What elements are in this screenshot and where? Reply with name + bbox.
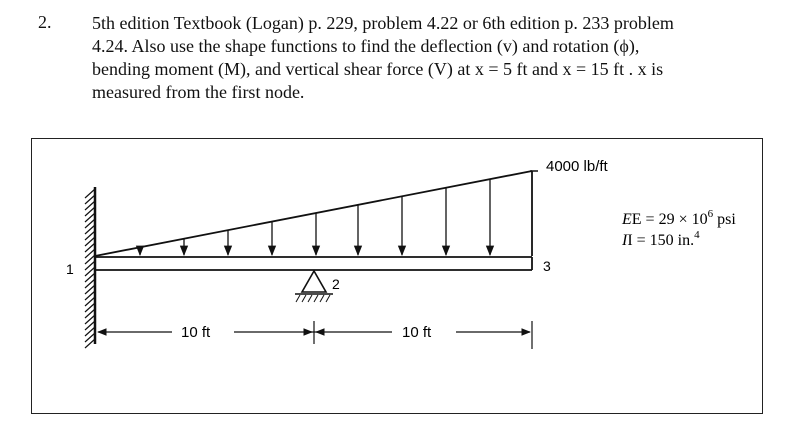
- problem-statement: [92, 12, 752, 104]
- distributed-load: [95, 171, 538, 256]
- statement-line-2: 4.24. Also use the shape functions to find the deflection (v) and rotation (ϕ),: [92, 36, 640, 56]
- beam-figure: [31, 138, 763, 414]
- modulus-label: EE = $29 \times 10^6$ psi: [622, 208, 736, 228]
- fixed-support-hatch: [85, 187, 95, 348]
- statement-line-1: 5th edition Textbook (Logan) p. 229, problem 4.22 or 6th edition p. 233 problem: [92, 13, 674, 33]
- node-3-label: 3: [543, 258, 551, 274]
- dimension-right-label: 10 ft: [402, 324, 432, 341]
- pin-support: [295, 271, 333, 302]
- beam-diagram: [32, 139, 764, 415]
- problem-number: 2.: [38, 12, 52, 32]
- beam: [95, 257, 532, 270]
- statement-line-4: measured from the first node.: [92, 82, 305, 102]
- dimension-lines: [98, 321, 532, 349]
- dimension-left-label: 10 ft: [181, 324, 211, 341]
- statement-line-3: bending moment (M), and vertical shear force (V) at x = 5 ft and x = 15 ft . x is: [92, 59, 664, 79]
- load-magnitude-label: 4000 lb/ft: [546, 158, 608, 175]
- node-1-label: 1: [66, 261, 74, 277]
- node-2-label: 2: [332, 276, 340, 292]
- inertia-label: II = 150 in.$^4$: [622, 229, 700, 249]
